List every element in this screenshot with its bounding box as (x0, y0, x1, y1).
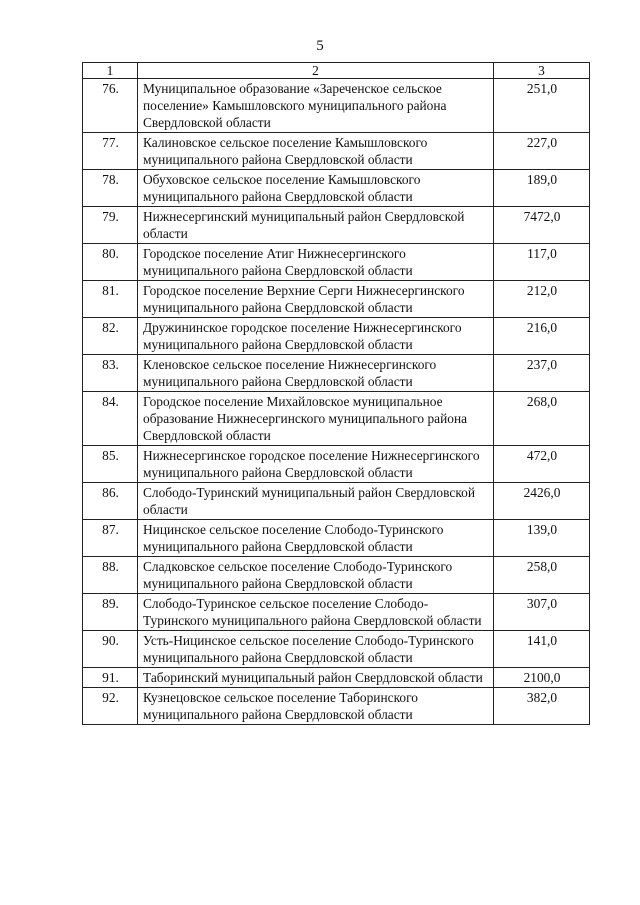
amount-value: 307,0 (494, 594, 590, 631)
row-number: 84. (83, 392, 138, 446)
amount-value: 251,0 (494, 79, 590, 133)
amount-value: 382,0 (494, 688, 590, 725)
municipality-name: Кленовское сельское поселение Нижнесергинского муниципального района Свердловской области (138, 355, 494, 392)
table-header-row (83, 63, 590, 79)
amount-value: 212,0 (494, 281, 590, 318)
row-number: 92. (83, 688, 138, 725)
municipality-name: Нижнесергинское городское поселение Нижнесергинского муниципального района Свердловской области (138, 446, 494, 483)
municipality-name: Слободо-Туринский муниципальный район Свердловской области (138, 483, 494, 520)
municipality-name: Муниципальное образование «Зареченское сельское поселение» Камышловского муниципального района Свердловской области (138, 79, 494, 133)
row-number: 82. (83, 318, 138, 355)
municipality-name: Сладковское сельское поселение Слободо-Туринского муниципального района Свердловской области (138, 557, 494, 594)
page-number: 5 (316, 38, 324, 54)
amount-value: 472,0 (494, 446, 590, 483)
table-row (83, 392, 590, 446)
table-row (83, 688, 590, 725)
table-row (83, 170, 590, 207)
row-number: 88. (83, 557, 138, 594)
allocation-table (82, 62, 590, 725)
row-number: 86. (83, 483, 138, 520)
municipality-name: Калиновское сельское поселение Камышловского муниципального района Свердловской области (138, 133, 494, 170)
table-row (83, 281, 590, 318)
amount-value: 141,0 (494, 631, 590, 668)
row-number: 83. (83, 355, 138, 392)
municipality-name: Городское поселение Атиг Нижнесергинского муниципального района Свердловской области (138, 244, 494, 281)
municipality-name: Усть-Ницинское сельское поселение Слободо-Туринского муниципального района Свердловской области (138, 631, 494, 668)
amount-value: 237,0 (494, 355, 590, 392)
table-row (83, 557, 590, 594)
municipality-name: Кузнецовское сельское поселение Таборинского муниципального района Свердловской области (138, 688, 494, 725)
table-row (83, 318, 590, 355)
row-number: 89. (83, 594, 138, 631)
column-header: 2 (138, 63, 494, 79)
municipality-name: Обуховское сельское поселение Камышловского муниципального района Свердловской области (138, 170, 494, 207)
column-header: 3 (494, 63, 590, 79)
amount-value: 268,0 (494, 392, 590, 446)
amount-value: 117,0 (494, 244, 590, 281)
row-number: 87. (83, 520, 138, 557)
table-row (83, 483, 590, 520)
column-header: 1 (83, 63, 138, 79)
municipality-name: Нижнесергинский муниципальный район Свердловской области (138, 207, 494, 244)
municipality-name: Городское поселение Михайловское муниципальное образование Нижнесергинского муниципального района Свердловской области (138, 392, 494, 446)
table-row (83, 668, 590, 688)
amount-value: 139,0 (494, 520, 590, 557)
table-row (83, 79, 590, 133)
row-number: 78. (83, 170, 138, 207)
row-number: 91. (83, 668, 138, 688)
table-row (83, 594, 590, 631)
table-row (83, 355, 590, 392)
municipality-name: Ницинское сельское поселение Слободо-Туринского муниципального района Свердловской области (138, 520, 494, 557)
amount-value: 216,0 (494, 318, 590, 355)
municipality-name: Городское поселение Верхние Серги Нижнесергинского муниципального района Свердловской области (138, 281, 494, 318)
amount-value: 2100,0 (494, 668, 590, 688)
row-number: 85. (83, 446, 138, 483)
table-row (83, 207, 590, 244)
table-row (83, 631, 590, 668)
municipality-name: Дружининское городское поселение Нижнесергинского муниципального района Свердловской области (138, 318, 494, 355)
amount-value: 2426,0 (494, 483, 590, 520)
row-number: 81. (83, 281, 138, 318)
row-number: 76. (83, 79, 138, 133)
municipality-name: Слободо-Туринское сельское поселение Слободо-Туринского муниципального района Свердловской области (138, 594, 494, 631)
row-number: 77. (83, 133, 138, 170)
amount-value: 258,0 (494, 557, 590, 594)
municipality-name: Таборинский муниципальный район Свердловской области (138, 668, 494, 688)
row-number: 79. (83, 207, 138, 244)
row-number: 80. (83, 244, 138, 281)
table-row (83, 520, 590, 557)
table-row (83, 446, 590, 483)
amount-value: 189,0 (494, 170, 590, 207)
table-row (83, 244, 590, 281)
row-number: 90. (83, 631, 138, 668)
amount-value: 7472,0 (494, 207, 590, 244)
amount-value: 227,0 (494, 133, 590, 170)
table-row (83, 133, 590, 170)
